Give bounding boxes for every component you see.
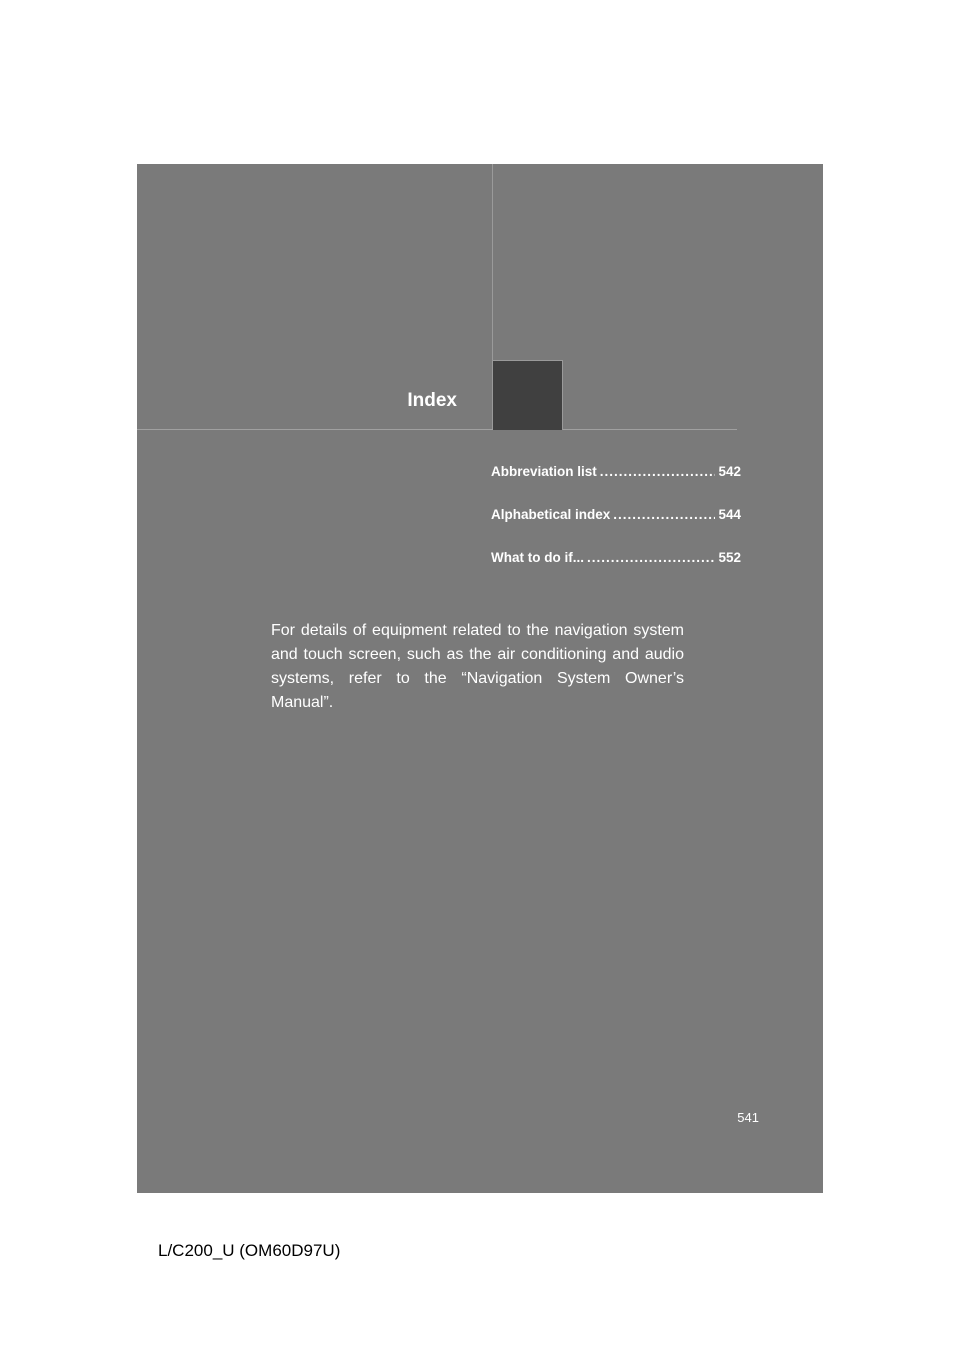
page-number: 541 [737, 1110, 759, 1125]
toc-leader-dots [613, 507, 715, 522]
table-of-contents [491, 464, 741, 593]
toc-leader-dots [600, 464, 716, 479]
navigation-manual-note: For details of equipment related to the navigation system and touch screen, such as the air conditioning and audio systems, refer to the “Navigation System Owner’s Manual”. [271, 622, 684, 711]
horizontal-divider [137, 429, 737, 430]
toc-entry-page: 542 [718, 464, 741, 479]
toc-entry-alphabetical-index[interactable] [491, 507, 741, 550]
toc-leader-dots [587, 550, 715, 565]
toc-entry-abbreviation-list[interactable] [491, 464, 741, 507]
toc-entry-label: Abbreviation list [491, 464, 597, 479]
toc-entry-page: 552 [718, 550, 741, 565]
toc-entry-what-to-do-if[interactable] [491, 550, 741, 593]
section-title: Index [407, 390, 457, 411]
section-tab-box [493, 360, 563, 430]
toc-entry-label: Alphabetical index [491, 507, 611, 522]
index-panel [137, 164, 823, 1193]
toc-entry-label: What to do if... [491, 550, 584, 565]
toc-entry-page: 544 [718, 507, 741, 522]
footer-document-code: L/C200_U (OM60D97U) [158, 1241, 341, 1260]
